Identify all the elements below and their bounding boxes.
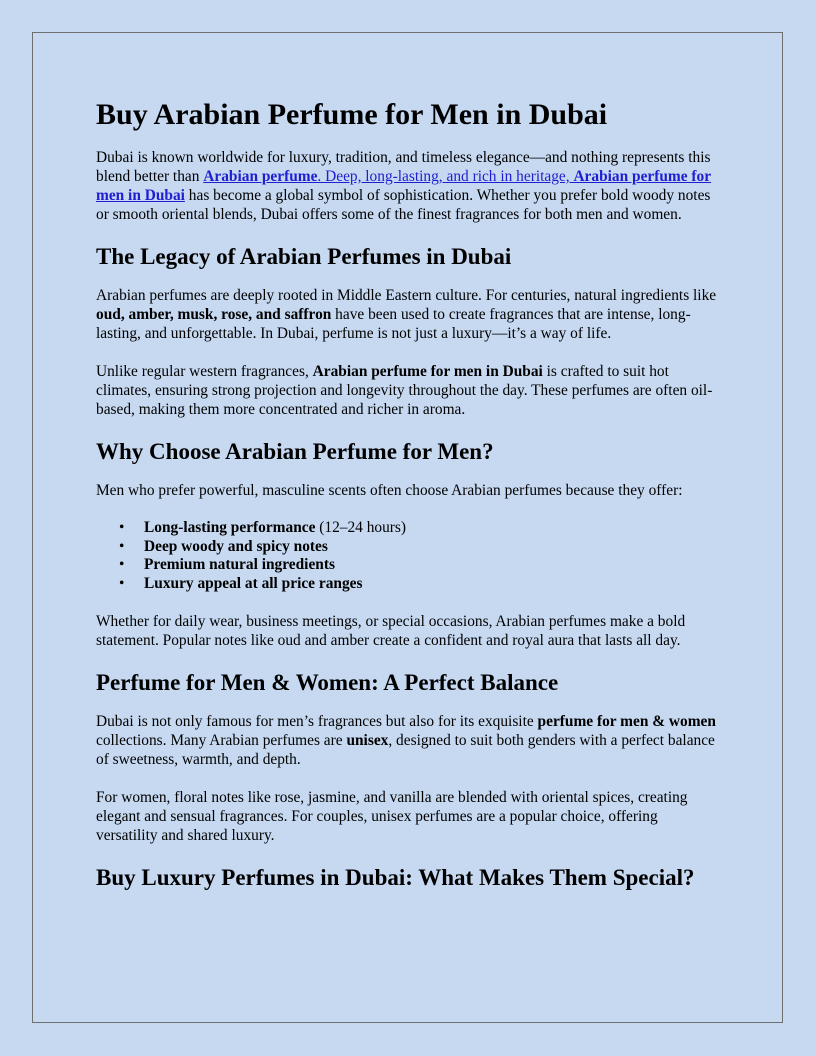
why-outro: Whether for daily wear, business meetings, or special occasions, Arabian perfumes make a bold statement. Popular notes like oud and amber create a confident and royal aura that lasts all day. [96, 613, 686, 649]
bullet-icon: • [119, 537, 125, 555]
intro-text-2: has become a global symbol of sophistication. Whether you prefer bold woody notes or smooth oriental blends, Dubai offers some of the finest fragrances for both men and women. [96, 187, 711, 223]
legacy-paragraph-1: Arabian perfumes are deeply rooted in Middle Eastern culture. For centuries, natural ingredients like oud, amber, musk, rose, and saffron have been used to create fragrances that are intense, long-lasting, and unforgettable. In Dubai, perfume is not just a luxury—it’s a way of life. [96, 287, 717, 342]
balance-paragraph-2: For women, floral notes like rose, jasmine, and vanilla are blended with oriental spices, creating elegant and sensual fragrances. For couples, unisex perfumes are a popular choice, offering versatility and shared luxury. [96, 789, 688, 844]
legacy-paragraph-2: Unlike regular western fragrances, Arabian perfume for men in Dubai is crafted to suit hot climates, ensuring strong projection and longevity throughout the day. These perfumes are often oil-based, making them more concentrated and richer in aroma. [96, 363, 713, 418]
arabian-perfume-link[interactable]: Arabian perfume. Deep, long-lasting, and rich in heritage, Arabian perfume for men in Dubai [96, 168, 712, 204]
benefits-list [96, 519, 722, 593]
intro-paragraph [96, 148, 722, 224]
document-body [96, 96, 722, 907]
list-item: • Deep woody and spicy notes [119, 537, 328, 555]
why-intro: Men who prefer powerful, masculine scents often choose Arabian perfumes because they offer: [96, 482, 683, 499]
bullet-icon: • [119, 519, 125, 536]
page-title: Buy Arabian Perfume for Men in Dubai [96, 98, 608, 131]
balance-heading: Perfume for Men & Women: A Perfect Balance [96, 670, 559, 695]
list-item: • Long-lasting performance (12–24 hours) [119, 519, 407, 536]
bullet-icon: • [119, 556, 125, 573]
list-item: • Premium natural ingredients [119, 556, 335, 573]
luxury-heading: Buy Luxury Perfumes in Dubai: What Makes Them Special? [96, 865, 695, 890]
why-heading: Why Choose Arabian Perfume for Men? [96, 439, 494, 464]
balance-paragraph-1: Dubai is not only famous for men’s fragrances but also for its exquisite perfume for men & women collections. Many Arabian perfumes are unisex, designed to suit both genders with a perfect balance of sweetness, warmth, and depth. [96, 713, 716, 768]
legacy-heading: The Legacy of Arabian Perfumes in Dubai [96, 244, 512, 269]
bullet-icon: • [119, 574, 125, 592]
intro-text-1: Dubai is known worldwide for luxury, tradition, and timeless elegance—and nothing represents this blend better than [96, 149, 711, 185]
list-item: • Luxury appeal at all price ranges [119, 574, 363, 592]
